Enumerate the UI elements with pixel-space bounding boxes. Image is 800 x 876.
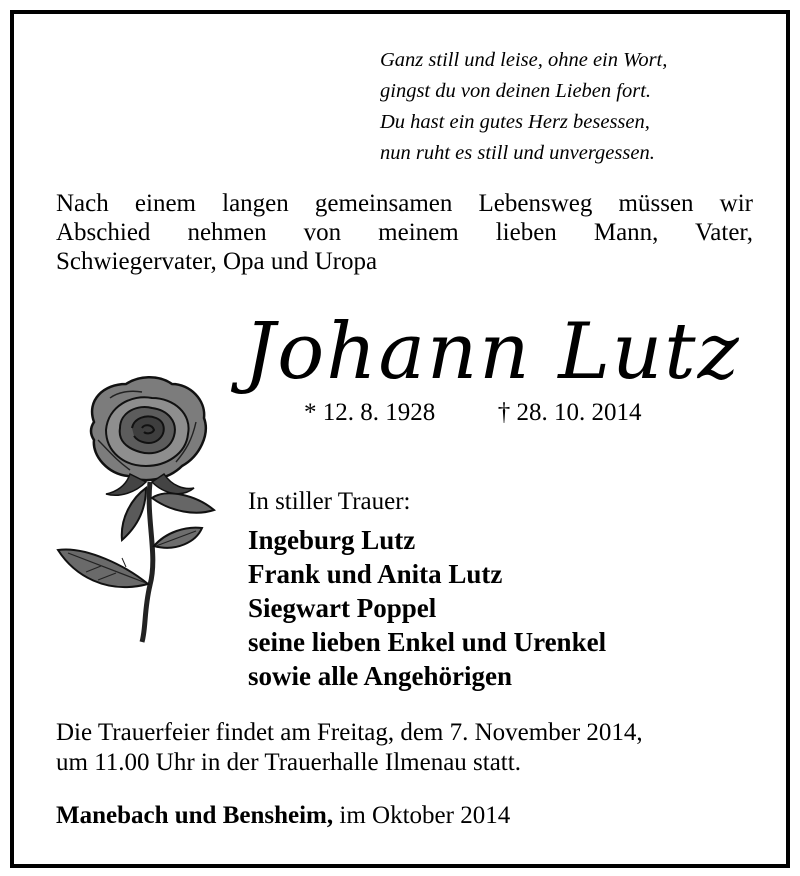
poem-line: Ganz still und leise, ohne ein Wort, bbox=[380, 49, 668, 71]
birth-date: * 12. 8. 1928 bbox=[304, 399, 436, 426]
obituary-frame bbox=[10, 10, 790, 868]
closing-date: im Oktober 2014 bbox=[339, 802, 511, 829]
poem-line: nun ruht es still und unvergessen. bbox=[380, 142, 655, 164]
closing-line bbox=[56, 801, 776, 831]
ceremony-line: um 11.00 Uhr in der Trauerhalle Ilmenau statt. bbox=[56, 749, 521, 776]
intro-text bbox=[56, 189, 753, 276]
ceremony-info bbox=[56, 718, 776, 778]
poem-line: Du hast ein gutes Herz besessen, bbox=[380, 111, 650, 133]
rose-icon bbox=[46, 370, 226, 645]
mourner-name: seine lieben Enkel und Urenkel bbox=[248, 627, 607, 657]
mourners-list bbox=[248, 523, 606, 693]
mourner-name: Siegwart Poppel bbox=[248, 593, 437, 623]
mourning-label: In stiller Trauer: bbox=[248, 488, 411, 515]
poem bbox=[380, 45, 760, 169]
life-dates bbox=[304, 397, 744, 429]
death-date: † 28. 10. 2014 bbox=[497, 399, 642, 426]
intro-line: Schwiegervater, Opa und Uropa bbox=[56, 248, 378, 275]
mourner-name: sowie alle Angehörigen bbox=[248, 661, 512, 691]
intro-line: Abschied nehmen von meinem lieben Mann, Vater, bbox=[56, 219, 753, 246]
poem-line: gingst du von deinen Lieben fort. bbox=[380, 80, 652, 102]
ceremony-line: Die Trauerfeier findet am Freitag, dem 7. November 2014, bbox=[56, 719, 643, 746]
deceased-name: Johann Lutz bbox=[244, 307, 741, 397]
mourner-name: Frank und Anita Lutz bbox=[248, 559, 503, 589]
closing-places: Manebach und Bensheim, bbox=[56, 802, 334, 829]
mourner-name: Ingeburg Lutz bbox=[248, 525, 416, 555]
intro-line: Nach einem langen gemeinsamen Lebensweg müssen wir bbox=[56, 190, 753, 217]
